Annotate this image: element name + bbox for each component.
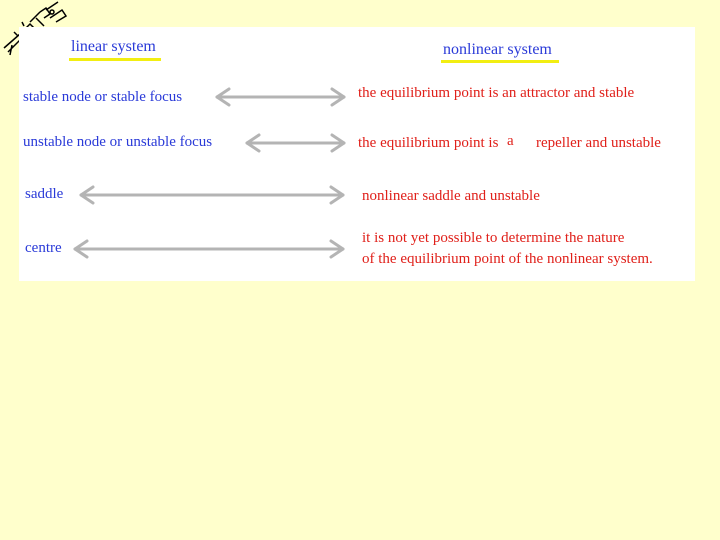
nonlinear-repeller-label-a: the equilibrium point is (358, 135, 499, 151)
nonlinear-system-header: nonlinear system (443, 41, 552, 58)
double-arrow-saddle (81, 187, 343, 203)
nonlinear-saddle-label: nonlinear saddle and unstable (362, 188, 540, 204)
nonlinear-undetermined-line2: of the equilibrium point of the nonlinear system. (362, 251, 653, 267)
nonlinear-undetermined-line1: it is not yet possible to determine the nature (362, 230, 625, 246)
double-arrow-unstable (247, 135, 344, 151)
nonlinear-attractor-label: the equilibrium point is an attractor and stable (358, 85, 635, 101)
double-arrow-stable (217, 89, 344, 105)
linear-centre-label: centre (25, 240, 62, 256)
nonlinear-repeller-label-b: a (507, 133, 514, 149)
linear-saddle-label: saddle (25, 186, 64, 202)
linear-unstable-node-label: unstable node or unstable focus (23, 134, 213, 150)
arrows-layer (19, 27, 695, 281)
nonlinear-repeller-label-c: repeller and unstable (536, 135, 661, 151)
linear-stable-node-label: stable node or stable focus (23, 89, 183, 105)
comparison-panel (19, 27, 695, 281)
linear-system-header: linear system (71, 38, 156, 55)
double-arrow-centre (75, 241, 343, 257)
